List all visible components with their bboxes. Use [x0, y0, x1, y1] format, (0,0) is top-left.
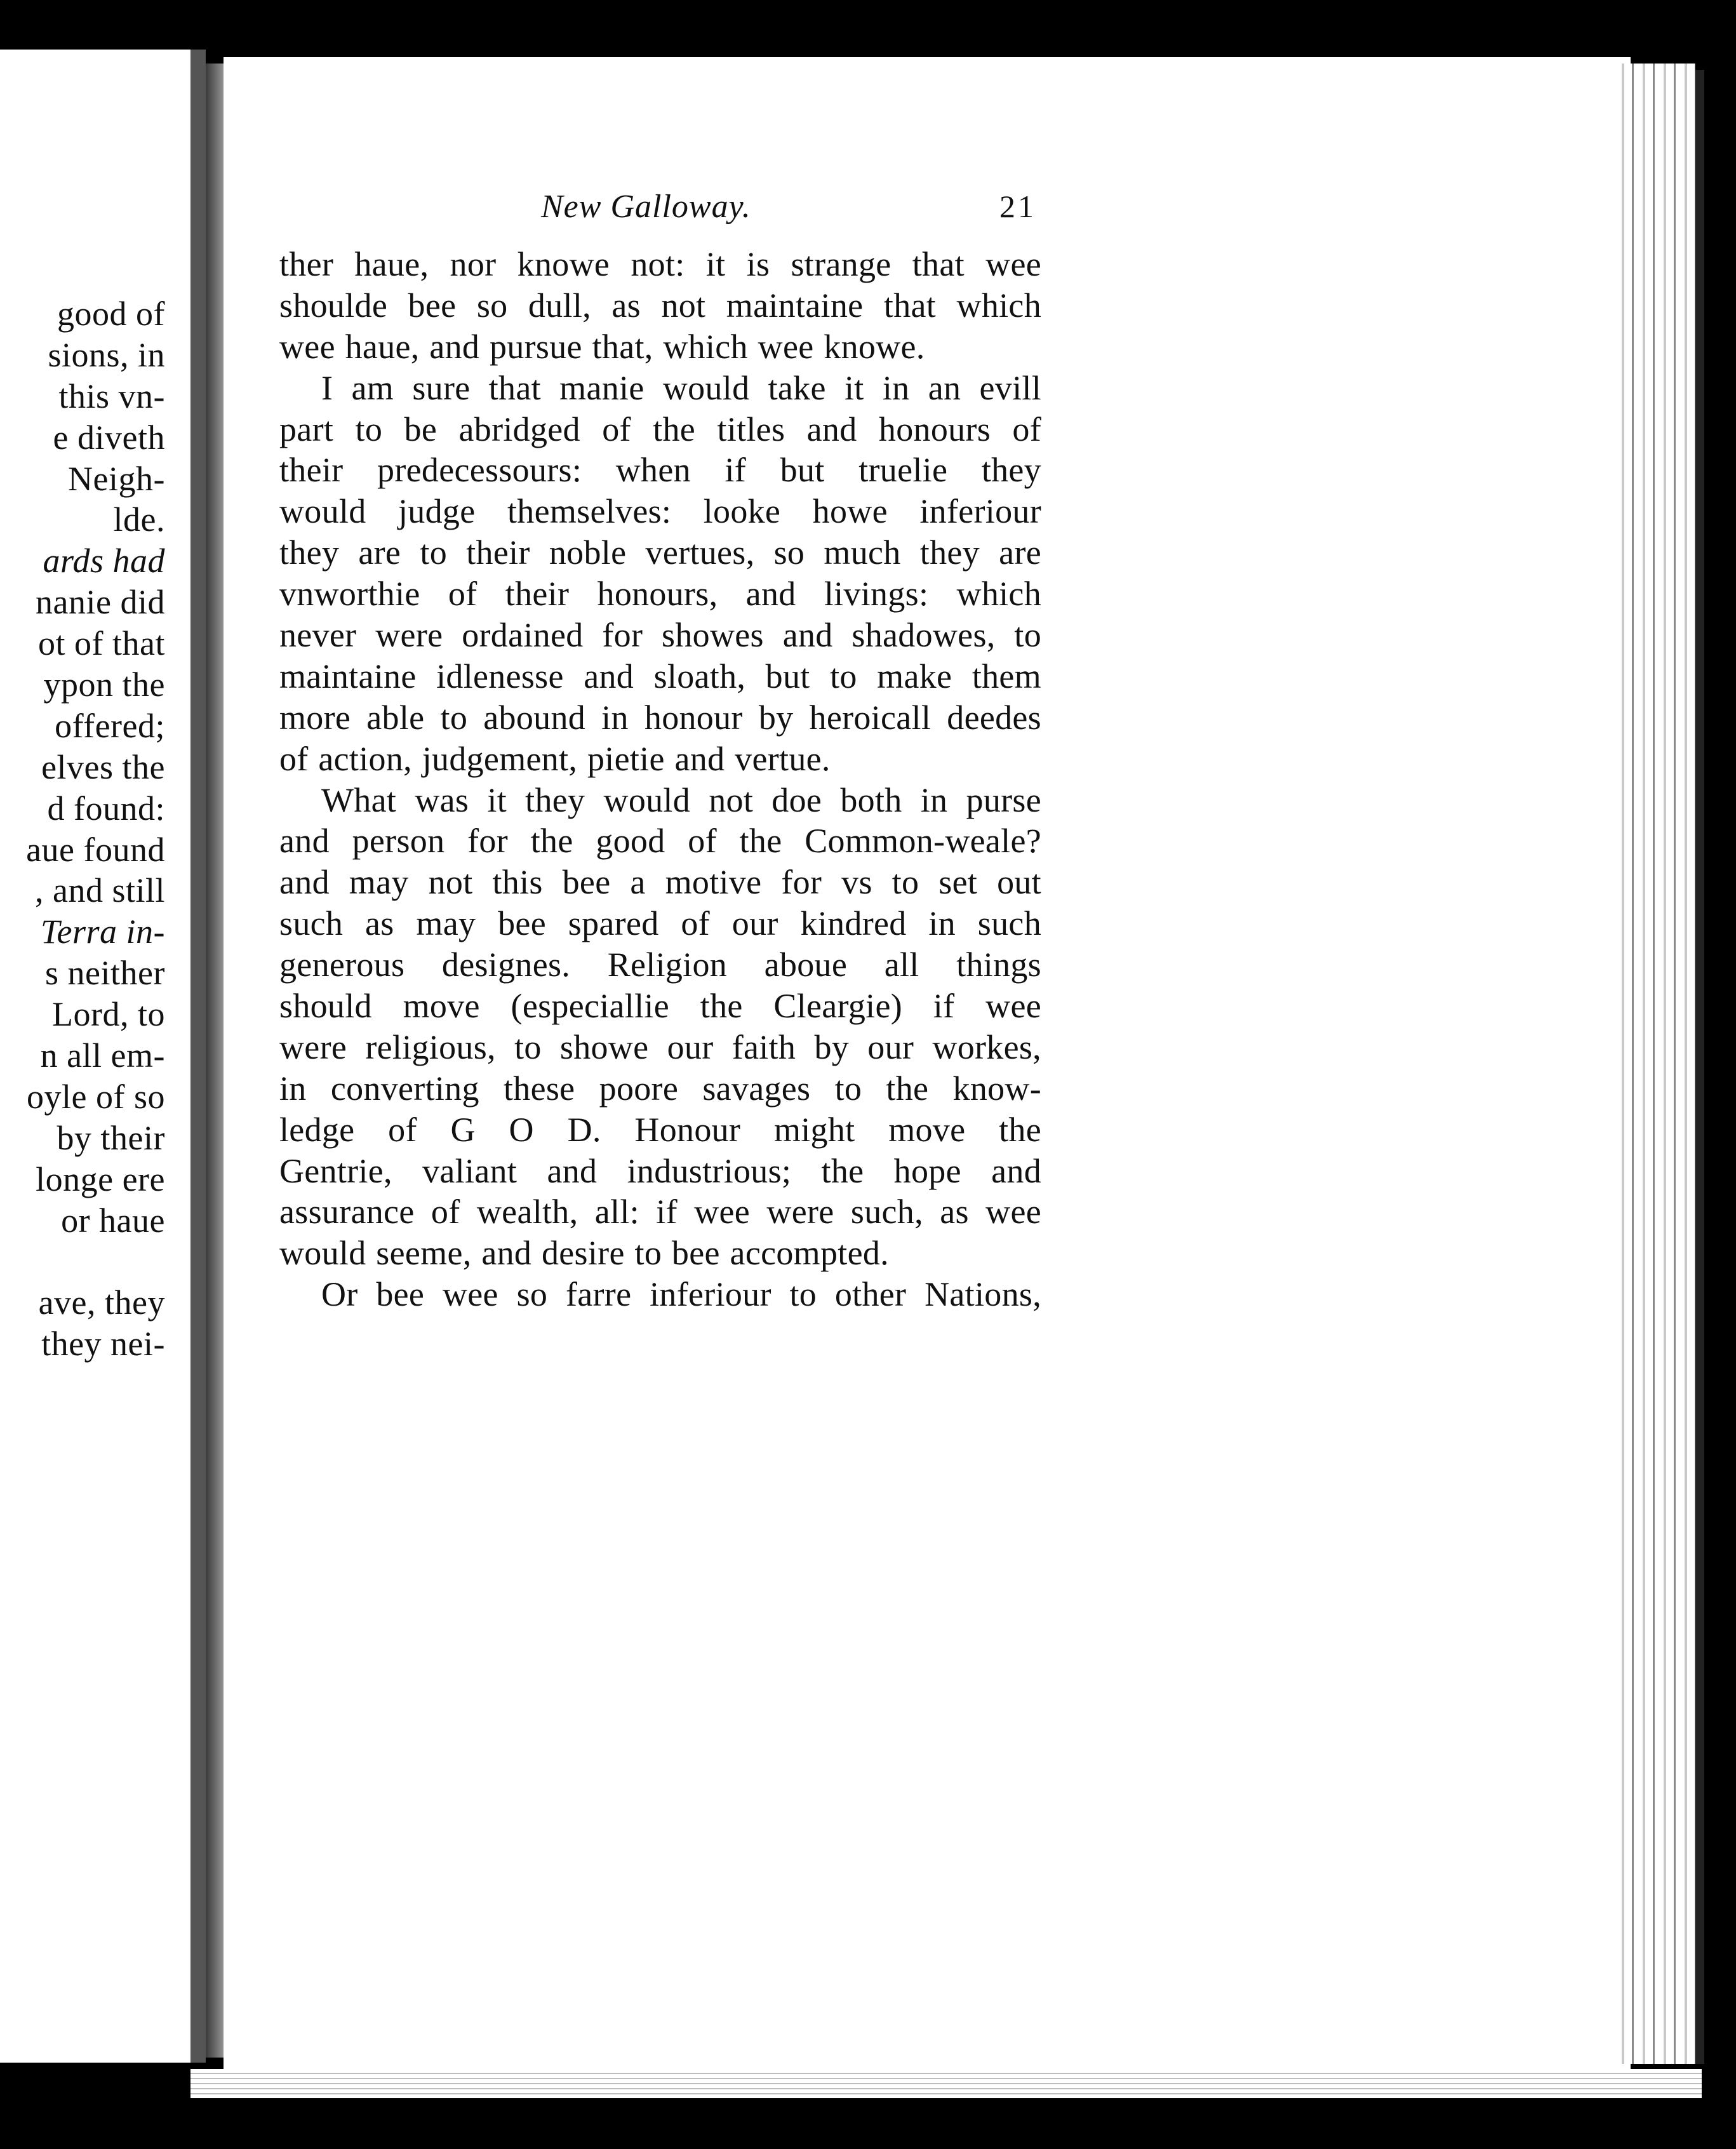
text-line: of action, judgement, pietie and vertue.: [279, 739, 831, 778]
left-line: lde.: [113, 500, 165, 539]
left-line: ot of that: [38, 624, 165, 663]
text-line: shoulde bee so dull, as not maintaine that which: [279, 286, 1041, 325]
left-line: offered;: [55, 706, 165, 745]
left-line: oyle of so: [27, 1077, 165, 1116]
left-line: ypon the: [43, 666, 165, 704]
left-line: d found:: [47, 789, 165, 827]
text-line: more able to abound in honour by heroicall deedes: [279, 698, 1041, 737]
left-line: sions, in: [48, 335, 165, 374]
left-line: nanie did: [36, 583, 165, 622]
text-line: in converting these poore savages to the know-: [279, 1069, 1041, 1108]
text-line: part to be abridged of the titles and honours of: [279, 410, 1041, 448]
text-line: should move (especiallie the Cleargie) if wee: [279, 987, 1041, 1026]
left-line-italic: Terra in-: [40, 913, 165, 951]
text-line: and person for the good of the Common-weale?: [279, 822, 1041, 860]
left-line: n all em-: [40, 1036, 165, 1075]
page-edge-shadow: [1695, 70, 1704, 2064]
left-line: elves the: [41, 747, 165, 786]
left-line: e diveth: [53, 418, 165, 457]
text-line: would judge themselves: looke howe inferiour: [279, 492, 1041, 531]
text-line: and may not this bee a motive for vs to set out: [279, 863, 1041, 902]
left-line: they nei-: [41, 1325, 165, 1363]
text-line: wee haue, and pursue that, which wee knowe.: [279, 327, 925, 366]
left-line: [0, 1241, 165, 1282]
body-text: [279, 244, 1041, 1315]
text-line: ther haue, nor knowe not: it is strange that wee: [279, 245, 1041, 283]
text-line: generous designes. Religion aboue all things: [279, 946, 1041, 984]
left-line: this vn-: [58, 377, 165, 415]
running-title: New Galloway.: [541, 189, 751, 225]
text-line: they are to their noble vertues, so much they are: [279, 533, 1041, 572]
text-line: maintaine idlenesse and sloath, but to make them: [279, 657, 1041, 695]
text-line: never were ordained for showes and shadowes, to: [279, 616, 1041, 655]
left-page-text: [0, 293, 165, 1365]
text-line: their predecessours: when if but truelie they: [279, 451, 1041, 490]
text-line: Or bee wee so farre inferiour to other Nations,: [321, 1275, 1041, 1314]
left-line: by their: [57, 1118, 165, 1157]
text-line: I am sure that manie would take it in an evill: [321, 368, 1041, 407]
page-header: [541, 188, 1036, 232]
left-line: longe ere: [36, 1160, 165, 1198]
left-line: good of: [57, 295, 165, 333]
text-line: were religious, to showe our faith by our workes,: [279, 1028, 1041, 1066]
left-line: aue found: [26, 830, 165, 869]
left-line: or haue: [61, 1201, 165, 1240]
page-number: 21: [999, 189, 1036, 224]
left-page: [0, 50, 206, 2063]
book-gutter: [206, 64, 225, 2058]
bottom-page-edge: [190, 2069, 1702, 2098]
text-line: such as may bee spared of our kindred in such: [279, 904, 1041, 943]
page-edge: [1613, 64, 1695, 2064]
left-line: Lord, to: [52, 995, 165, 1034]
text-line: would seeme, and desire to bee accompted.: [279, 1234, 889, 1273]
left-line-italic: ards had: [43, 542, 165, 580]
text-line: vnworthie of their honours, and livings: which: [279, 575, 1041, 613]
text-line: assurance of wealth, all: if wee were such, as wee: [279, 1193, 1041, 1231]
text-line: Gentrie, valiant and industrious; the hope and: [279, 1151, 1041, 1190]
left-line: [0, 540, 165, 582]
text-line: ledge of G O D. Honour might move the: [279, 1110, 1041, 1149]
left-line: s neither: [45, 954, 165, 993]
left-line: , and still: [35, 871, 165, 910]
left-line: [0, 911, 165, 953]
left-line: Neigh-: [68, 459, 165, 498]
text-line: What was it they would not doe both in purse: [321, 780, 1041, 819]
left-line: ave, they: [38, 1283, 165, 1322]
